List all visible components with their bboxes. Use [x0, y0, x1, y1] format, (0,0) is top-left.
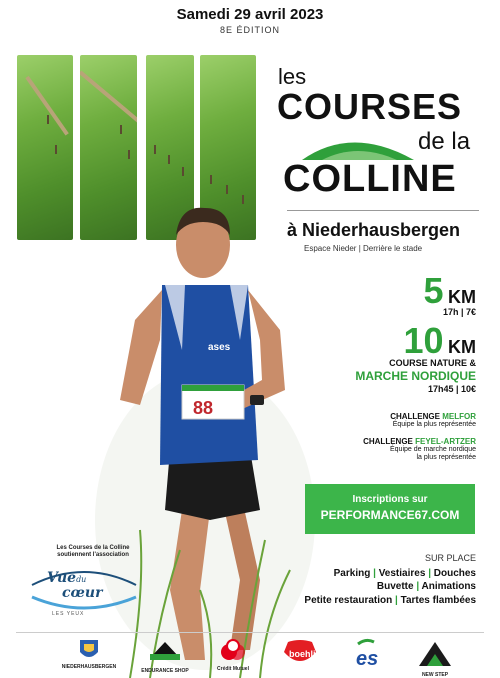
hill-photo-strip-1 — [17, 55, 73, 240]
signup-box[interactable] — [305, 484, 475, 534]
signup-link[interactable]: PERFORMANCE67.COM — [320, 508, 460, 522]
amenity-item: Buvette — [376, 581, 414, 592]
race-5km-unit: KM — [448, 287, 476, 307]
challenge-sub: Équipe la plus représentée — [392, 421, 476, 428]
amenity-item: Petite restauration — [304, 595, 393, 606]
race-bib-number: 88 — [193, 398, 214, 418]
on-site-line-2: Buvette | Animations — [376, 581, 476, 592]
amenity-item: Douches — [433, 568, 476, 579]
sponsor-new-step — [412, 638, 458, 678]
sponsor-name: es — [356, 648, 379, 670]
credit-mutuel-logo — [219, 638, 247, 664]
title-de-la: de la — [418, 128, 471, 155]
race-10km-info: 17h45 | 10€ — [427, 384, 476, 394]
sponsor-endurance-shop — [140, 638, 190, 674]
new-step-logo — [415, 638, 455, 670]
race-10km-distance: 10 — [403, 320, 444, 361]
amenity-item: Animations — [421, 581, 476, 592]
vue-logo-word: Vue — [47, 570, 77, 586]
boehli-logo — [280, 638, 320, 670]
sponsor-niederhausbergen — [54, 638, 124, 674]
vue-logo-du: du — [76, 575, 87, 584]
sponsor-name: NEW STEP — [421, 672, 449, 678]
race-10km-desc-1: COURSE NATURE & — [389, 358, 476, 368]
race-5km-info: 17h | 7€ — [442, 307, 476, 317]
coat-of-arms-icon — [78, 638, 100, 662]
race-5km — [424, 270, 476, 312]
sponsor-name: Crédit Mutuel — [217, 666, 249, 672]
hill-logo-icon — [302, 130, 414, 160]
race-10km-desc-2: MARCHE NORDIQUE — [355, 369, 476, 383]
endurance-shop-logo — [148, 638, 182, 666]
race-5km-distance: 5 — [423, 270, 444, 311]
challenge-sub: la plus représentée — [416, 454, 476, 461]
event-date: Samedi 29 avril 2023 — [176, 6, 324, 23]
on-site-line-1: Parking | Vestiaires | Douches — [333, 568, 476, 579]
support-text — [28, 545, 158, 559]
challenge-sub: Équipe de marche nordique — [389, 446, 476, 453]
sponsor-credit-mutuel — [210, 638, 256, 674]
challenge-name: FEYEL-ARTZER — [415, 437, 476, 446]
amenity-item: Parking — [333, 568, 371, 579]
amenity-item: Tartes flambées — [400, 595, 476, 606]
on-site-heading: SUR PLACE — [424, 553, 476, 563]
sponsor-name: boehli — [289, 649, 316, 659]
sponsor-divider — [16, 632, 484, 633]
support-line-2: soutiennent l'association — [57, 552, 129, 558]
vue-logo-coeur: cœur — [62, 585, 103, 601]
race-10km-unit: KM — [448, 337, 476, 357]
shirt-logo-text: ases — [208, 342, 231, 353]
amenity-item: Vestiaires — [378, 568, 426, 579]
sponsor-name: NIEDERHAUSBERGEN — [61, 664, 117, 670]
vue-logo-tagline: LES YEUX — [52, 611, 85, 617]
event-venue: Espace Nieder | Derrière le stade — [304, 244, 423, 253]
support-line-1: Les Courses de la Colline — [56, 545, 130, 551]
vue-logo-text — [47, 567, 86, 586]
es-logo — [352, 638, 388, 670]
challenge-feyel-artzer — [363, 437, 476, 462]
sponsor-name: ENDURANCE SHOP — [141, 668, 189, 674]
title-courses: COURSES — [277, 86, 463, 127]
on-site-line-3: Petite restauration | Tartes flambées — [304, 595, 476, 606]
sponsor-boehli — [278, 638, 322, 674]
challenge-melfor — [390, 412, 476, 429]
challenge-prefix: CHALLENGE — [363, 437, 413, 446]
race-10km — [404, 320, 477, 362]
divider — [287, 210, 479, 211]
challenge-prefix: CHALLENGE — [390, 412, 440, 421]
sponsor-es — [350, 638, 390, 674]
title-colline: COLLINE — [283, 158, 457, 200]
signup-label: Inscriptions sur — [352, 494, 428, 505]
challenge-name: MELFOR — [442, 412, 476, 421]
title-les: les — [278, 64, 307, 89]
event-location: à Niederhausbergen — [287, 220, 461, 240]
edition-label: 8E ÉDITION — [219, 25, 280, 35]
